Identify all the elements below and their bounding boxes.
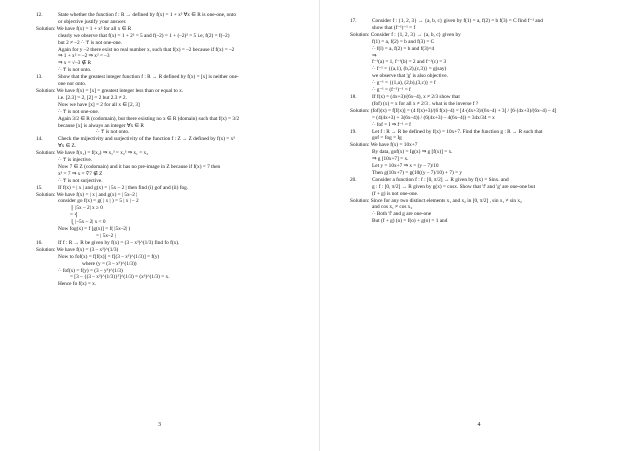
text-line <box>350 66 616 73</box>
text-line <box>36 123 305 130</box>
line-text: (f + g) is not one-one. <box>372 190 419 197</box>
text-line <box>350 39 616 46</box>
line-text: i.e. [2.3] = 2, [2] = 2 but 2.3 ≠ 2. <box>58 94 127 101</box>
text-line <box>36 150 305 157</box>
question-number: 16. <box>36 239 43 246</box>
line-text: gof = fog = Ig <box>372 135 402 142</box>
line-text: ∴ 'f' is injective. <box>58 157 93 164</box>
line-text: but 2 ≠ –2 ∴ 'f' is not one-one. <box>58 39 122 46</box>
text-line <box>36 198 305 205</box>
text-line <box>350 80 616 87</box>
text-line <box>36 274 305 281</box>
text-line <box>350 122 616 129</box>
text-line <box>36 178 305 185</box>
text-line <box>36 281 305 288</box>
line-text: = [3 – {(3 – x³)^(1/3)}³]^(1/3) = (x³)^(1/3) = x. <box>70 274 170 281</box>
question-number: 19. <box>350 128 357 135</box>
line-text: Again for y –2 there exist no real number x, such that f(x) = –2 because if f(x) = –2 <box>58 46 235 53</box>
text-line <box>36 88 305 95</box>
text-line <box>36 261 305 268</box>
line-text: show that (f⁻¹)⁻¹ = f <box>372 24 416 31</box>
line-text: Solution: We have f(x) = | x | and g(x) = | 5x–2 | <box>36 191 138 198</box>
line-text: Consider a function f : f : [0, π/2] → R given by f(x) = Sinx. and <box>372 176 509 183</box>
text-line <box>350 184 616 191</box>
line-text: Solution: We have f(x) = 1 + x² for all x ∈ R <box>36 25 132 32</box>
text-line <box>36 102 305 109</box>
line-text: Consider f : {1, 2, 3} → {a, b, c} given by f(1) = a, f(2) = b f(3) = C find f⁻¹ and <box>372 18 543 24</box>
text-line <box>36 219 305 226</box>
line-text: ∴ 'f' is not onto. <box>96 129 130 136</box>
line-text: Now we have [x] = 2 for all x ∈ [2, 3] <box>58 101 140 108</box>
text-line <box>36 67 305 74</box>
text-line <box>350 204 616 211</box>
right-content <box>350 18 616 225</box>
text-line <box>36 268 305 275</box>
question-line <box>36 12 305 19</box>
text-line <box>36 60 305 67</box>
line-text: consider go f(x) = g( | x | ) = 5 | x | – 2 <box>58 198 139 205</box>
line-text: one nor onto. <box>58 81 87 88</box>
text-line <box>350 191 616 198</box>
line-text: If f(x) = | x | and g(x) = | 5x – 2 | then find (i) gof and (ii) fog. <box>58 184 189 191</box>
line-text: (fof) (x) = x for all x ≠ 2/3 . what is the inverse f ? <box>372 100 479 107</box>
line-text: ∀x ∈ Z. <box>58 143 77 150</box>
line-text: ∴ fof = I ⇒ f⁻¹ = f <box>372 121 411 128</box>
text-line <box>36 192 305 199</box>
text-line <box>36 157 305 164</box>
line-text: ∴ g⁻¹ = (f⁻¹)⁻¹ = f <box>372 87 411 94</box>
line-text: But (f + g) (o) = f(o) + g(o) = 1 and <box>372 218 448 225</box>
text-line <box>36 164 305 171</box>
line-text: Solution: (fof)(x) = f[f(x)] = (4 f(x)+3)/(6 f(x)–4) = [4·(4x+3)/(6x–4) + 3] / [6·(4x+3)/(6x–4) – 4] <box>350 107 557 114</box>
text-line <box>350 32 616 39</box>
text-line <box>350 108 616 115</box>
left-content <box>36 12 305 288</box>
question-line <box>36 185 305 192</box>
question-line <box>36 136 305 143</box>
text-line <box>350 101 616 108</box>
text-line <box>36 33 305 40</box>
text-line <box>36 95 305 102</box>
text-line <box>350 53 616 60</box>
line-text: ⇒ x = √–3 ∉ R <box>58 60 92 67</box>
text-line <box>350 156 616 163</box>
line-text: ∴ 'f' is not surjective. <box>58 177 103 184</box>
text-line <box>350 163 616 170</box>
question-number: 18. <box>350 93 357 100</box>
question-number: 12. <box>36 12 43 18</box>
question-number: 13. <box>36 74 43 81</box>
line-text: Now 7 ∈ Z (codomain) and it has no pre-image in Z because if f(x) = 7 then <box>58 163 221 170</box>
text-line <box>36 81 305 88</box>
text-line <box>36 116 305 123</box>
line-text: ∴ g⁻¹ = {(1,a), (2,b),(3,c)} = f <box>372 80 436 87</box>
text-line <box>36 19 305 26</box>
line-text: ⎩ |–5x – 2| x < 0 <box>70 219 106 226</box>
text-line <box>36 205 305 212</box>
question-line <box>36 74 305 81</box>
text-line <box>350 198 616 205</box>
question-line <box>36 240 305 247</box>
text-line <box>350 142 616 149</box>
line-text: Solution: Since for any two distinct elements x₁ and x₂ in [0, π/2] , sin x₁ ≠ sin x₂ <box>350 197 522 204</box>
text-line <box>36 26 305 33</box>
text-line <box>350 170 616 177</box>
line-text: ∴ f⁻¹ = {(a,1), (b,2),(c,3)} = g(say) <box>372 66 447 73</box>
question-line <box>350 129 616 136</box>
page-number-right: 4 <box>477 422 481 429</box>
line-text: Again 3/2 ∈ R (codomain), but there existing no x ∈ R (domain) such that f(x) = 3/2 <box>58 115 240 122</box>
question-number: 14. <box>36 136 43 143</box>
line-text: x³ = 7 ⇒ x = ∛7 ∉ Z <box>58 170 103 177</box>
text-line <box>350 211 616 218</box>
text-line <box>350 25 616 32</box>
line-text: because [x] is always an integer ∀x ∈ R <box>58 122 144 129</box>
question-number: 15. <box>36 184 43 191</box>
line-text: Solution: Consider f : {1, 2, 3} → {a, b, c} given by <box>350 31 461 38</box>
line-text: ⇒ <box>372 52 377 59</box>
text-line <box>350 73 616 80</box>
line-text: Solution: We have f(x) = (3 – x³)^(1/3) <box>36 246 119 253</box>
line-text: ⎧ |5x – 2| x ≥ 0 <box>70 205 103 212</box>
text-line <box>350 135 616 142</box>
line-text: ∴ f(l) = a, f(2) = b and f(3)=4 <box>372 45 435 52</box>
text-line <box>350 59 616 66</box>
question-line <box>350 94 616 101</box>
line-text: By data, gof(x) = Ig(x) ⇒ g [f(x)] = x. <box>372 149 453 156</box>
line-text: ∴ 'f' is not onto. <box>58 67 92 74</box>
line-text: where (y = (3 – x³)^(1/3)) <box>82 260 137 267</box>
text-line <box>36 53 305 60</box>
line-text: = ⎨ <box>70 212 79 219</box>
text-line <box>36 143 305 150</box>
text-line <box>350 115 616 122</box>
line-text: Now fog(x) = f [g(x)] = f( |5x–2| ) <box>58 226 131 233</box>
text-line <box>36 233 305 240</box>
line-text: g : f : [0, π/2] → R given by g(x) = cosx. Show that 'f' and 'g' are one-one but <box>372 183 536 190</box>
line-text: Solution: We have f(x) = [x] = greatest integer less than or equal to x. <box>36 87 184 94</box>
text-line <box>36 129 305 136</box>
line-text: Let y = 10x+7 ⇒ x = (y – 7)/10 <box>372 163 439 170</box>
line-text: Check the mijectivity and surjectivity of the function f : Z → Z defined by f(x) = x³ <box>58 136 235 143</box>
line-text: ∴ 'f' is not one-one. <box>58 108 100 115</box>
line-text: = | 5x–2 | <box>96 233 116 239</box>
question-number: 17. <box>350 18 357 24</box>
text-line <box>350 87 616 94</box>
line-text: or objective justify your answer. <box>58 18 127 25</box>
line-text: = (4(4x+3) + 3(6x–4)) / (6(4x+3) – 4(6x–4)) = 34x/34 = x <box>372 114 495 121</box>
line-text: Let f : R → R be defined by f(x) = 10x+7. Find the function g : R → R such that <box>372 128 543 135</box>
line-text: we observe that 'g' is also objective. <box>372 73 448 80</box>
text-line <box>36 40 305 47</box>
text-line <box>36 247 305 254</box>
line-text: Show that the greatest integer function f : R → R defined by f(x) = [x] is neither one- <box>58 74 239 81</box>
line-text: If f : R → R be given by f(x) = (3 – x³)^(1/3) find fo f(x). <box>58 239 180 246</box>
page-right <box>319 0 638 451</box>
page-number-left: 3 <box>158 422 161 429</box>
text-line <box>36 254 305 261</box>
question-number: 20. <box>350 176 357 183</box>
line-text: ∴ fof(x) = f(y) = (3 – y³)^(1/3) <box>58 267 123 274</box>
question-line <box>350 177 616 184</box>
question-line <box>350 18 616 25</box>
line-text: If f(x) = (4x+3)/(6x–4), x ≠ 2/3 show that <box>372 93 460 100</box>
line-text: and cos x₁ ≠ cos x₂ <box>372 204 413 211</box>
text-line <box>350 149 616 156</box>
line-text: f⁻¹(a) = 1, f⁻¹(b) = 2 and f⁻¹(c) = 3 <box>372 59 447 66</box>
text-line <box>36 171 305 178</box>
line-text: State whether the function f : R → defined by f(x) = 1 + x² ∀x ∈ R is one-one, onto <box>58 12 237 18</box>
line-text: Solution: We have f(x) = 10x+7 <box>350 142 418 149</box>
line-text: Hence fo f(x) = x. <box>58 281 97 288</box>
text-line <box>36 226 305 233</box>
line-text: clearly we observe that f(x) = 1 + 2² = 5 and f(–2) = 1 + (–2)² = 5 i.e, f(2) = f(–2) <box>58 32 230 39</box>
line-text: ⇒ 1 + x² = –2 ⇒ x² = –3 <box>58 53 110 60</box>
text-line <box>350 218 616 225</box>
line-text: Solution: We have f(x₁) = f(x₂) ⇒ x₁³ = x₂³ ⇒ x₁ = x₂ <box>36 150 149 157</box>
line-text: ⇒ g [10x+7] = x. <box>372 156 409 163</box>
line-text: Then g(10x+7) = g(10((y – 7)/10) + 7) = y <box>372 169 463 176</box>
line-text: f(1) = a, f(2) = b and f(3) = C <box>372 38 435 45</box>
text-line <box>36 109 305 116</box>
line-text: ∴ Both 'f' and g are one-one <box>372 211 432 218</box>
text-line <box>36 47 305 54</box>
line-text: Now to fof(x) = f[f(x)] = f[(3 – x³)^(1/3)] = f(y) <box>58 253 160 260</box>
text-line <box>36 212 305 219</box>
text-line <box>350 46 616 53</box>
